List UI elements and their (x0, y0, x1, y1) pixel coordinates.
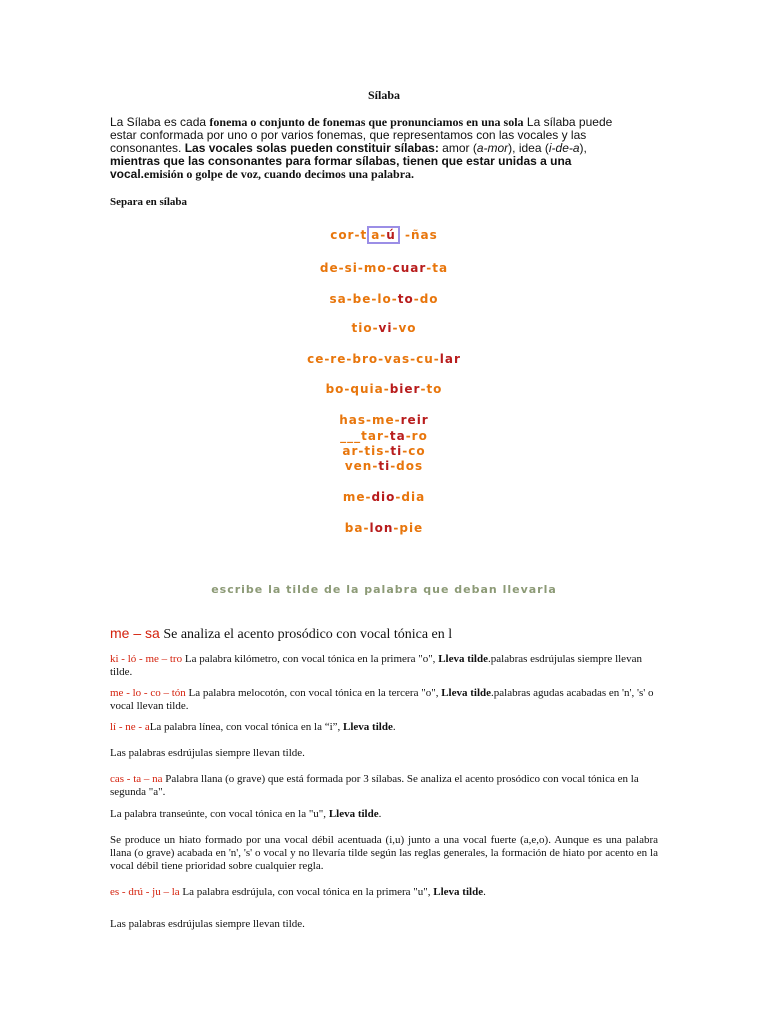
syllable-word-3: sa-be-lo-to-do (329, 292, 439, 306)
intro-text-3: amor ( (438, 141, 477, 155)
syllable-word-10: ven-ti-dos (344, 459, 424, 473)
intro-emission: emisión o golpe de voz, cuando decimos una palabra. (144, 167, 415, 181)
syllable-word-9: ar-tis-ti-co (342, 444, 426, 458)
intro-example-1: a-mor (476, 141, 509, 155)
intro-definition: fonema o conjunto de fonemas que pronunciamos en una sola (209, 115, 524, 129)
item-word: es - drú - ju – la (110, 886, 180, 898)
intro-text-2: La sílaba puede estar conformada por uno o por varios fonemas, que representamos con las vocales y las consonantes. (110, 115, 613, 155)
item-hiato: Se produce un hiato formado por una vocal débil acentuada (i,u) junto a una vocal fuerte (a,e,o). Aunque es una palabra llana (o grave) acabada en 'n', 's' o vocal y no llevaría tilde según las reglas generales, la formación de hiato por acento en la vocal débil tiene prioridad sobre cualquier regla. (110, 834, 658, 872)
intro-consonants: mientras que las consonantes para formar sílabas, tienen que estar unidas a una vocal. (110, 154, 572, 181)
example-word: me – sa (110, 625, 160, 641)
page-title: Sílaba (367, 88, 400, 102)
item-word: cas - ta – na (110, 773, 163, 785)
tilde-subtitle: escribe la tilde de la palabra que deban llevarla (211, 583, 557, 596)
syllable-word-1: cor-t a-ú -ñas (330, 228, 438, 242)
item-esdrujula: es - drú - ju – la La palabra esdrújula, con vocal tónica en la primera "u", Lleva tilde. (110, 886, 486, 898)
syllable-word-2: de-si-mo-cuar-ta (319, 261, 449, 275)
highlight-box: a-ú (367, 226, 400, 244)
syllable-word-7: has-me-reir (339, 413, 429, 427)
syllable-word-12: ba-lon-pie (344, 521, 424, 535)
syllable-word-8: ___tar-ta-ro (340, 429, 428, 443)
item-castana: cas - ta – na Palabra llana (o grave) que está formada por 3 sílabas. Se analiza el acento prosódico con vocal tónica en la segunda "a". (110, 773, 639, 798)
intro-text-1: La Sílaba es cada (110, 115, 210, 129)
item-word: ki - ló - me – tro (110, 653, 183, 665)
example-text: Se analiza el acento prosódico con vocal tónica en l (159, 627, 453, 642)
example-line (110, 625, 452, 643)
syllable-word-6: bo-quia-bier-to (325, 382, 443, 396)
item-esdrujulas-rule-2: Las palabras esdrújulas siempre llevan tilde. (110, 918, 305, 930)
item-word: lí - ne - a (110, 721, 150, 733)
item-word: me - lo - co – tón (110, 687, 186, 699)
item-kilometro: ki - ló - me – tro La palabra kilómetro, con vocal tónica en la primera "o", Lleva tilde.palabras esdrújulas siempre llevan tilde. (110, 653, 642, 678)
intro-paragraph (110, 116, 640, 181)
intro-text-5: ), (579, 141, 587, 155)
intro-vowels: Las vocales solas pueden constituir sílabas: (184, 141, 439, 155)
intro-text-4: ), idea ( (508, 141, 549, 155)
syllable-word-5: ce-re-bro-vas-cu-lar (307, 352, 461, 366)
item-esdrujulas-rule: Las palabras esdrújulas siempre llevan tilde. (110, 747, 305, 759)
syllable-word-4: tio-vi-vo (351, 321, 417, 335)
intro-example-2: i-de-a (548, 141, 580, 155)
item-transeunte: La palabra transeúnte, con vocal tónica en la "u", Lleva tilde. (110, 808, 382, 820)
item-linea: lí - ne - aLa palabra línea, con vocal tónica en la “i”, Lleva tilde. (110, 721, 396, 733)
exercise-heading: Separa en sílaba (110, 196, 188, 208)
syllable-word-11: me-dio-dia (342, 490, 426, 504)
item-melocoton: me - lo - co – tón La palabra melocotón, con vocal tónica en la tercera "o", Lleva tilde.palabras agudas acabadas en 'n', 's' o vocal llevan tilde. (110, 687, 654, 712)
